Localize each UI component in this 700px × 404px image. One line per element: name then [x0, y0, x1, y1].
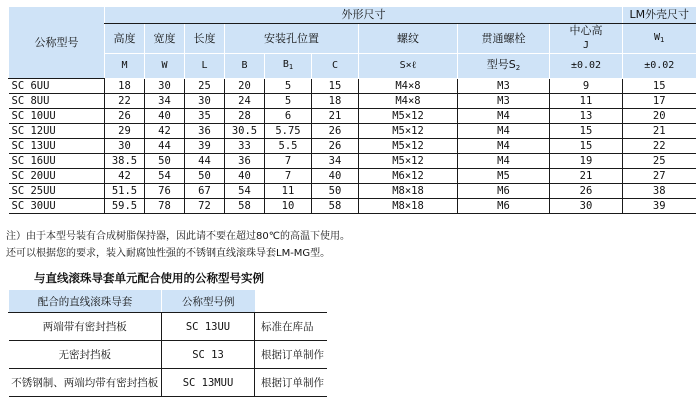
row-cell: M4 — [458, 154, 550, 169]
row-cell: 24 — [225, 94, 265, 109]
row-cell: M4×8 — [359, 94, 458, 109]
row-model: SC 12UU — [9, 124, 105, 139]
row-cell: 5.75 — [265, 124, 312, 139]
row-cell: M8×18 — [359, 184, 458, 199]
row-cell: 5 — [265, 79, 312, 94]
row-cell: 50 — [312, 184, 359, 199]
row-cell: 21 — [550, 169, 623, 184]
row-cell: 50 — [145, 154, 185, 169]
row-cell: 36 — [185, 124, 225, 139]
header-width-symbol: W — [145, 54, 185, 79]
row-cell: 72 — [185, 199, 225, 214]
row-cell: 25 — [623, 154, 696, 169]
row-cell: 40 — [312, 169, 359, 184]
header-center-height: 中心高 J — [550, 24, 623, 54]
note-line-1: 注）由于本型号装有合成树脂保持器，因此请不要在超过80℃的高温下使用。 — [6, 231, 350, 242]
table-row — [9, 199, 696, 214]
row-cell: 36 — [225, 154, 265, 169]
row-cell: 30 — [185, 94, 225, 109]
example-remark: 根据订单制作 — [255, 341, 327, 369]
row-cell: 26 — [312, 124, 359, 139]
row-cell: 11 — [550, 94, 623, 109]
row-cell: 42 — [105, 169, 145, 184]
example-row — [9, 313, 327, 341]
row-cell: 54 — [145, 169, 185, 184]
row-cell: 18 — [312, 94, 359, 109]
row-cell: 44 — [185, 154, 225, 169]
notes — [6, 228, 350, 262]
header-length: 长度 — [185, 24, 225, 54]
header-mounting-holes: 安装孔位置 — [225, 24, 359, 54]
example-row — [9, 341, 327, 369]
example-model: SC 13 — [162, 341, 255, 369]
header-w1: $W_1$ — [623, 24, 696, 54]
row-cell: 27 — [623, 169, 696, 184]
row-model: SC 10UU — [9, 109, 105, 124]
row-cell: 44 — [145, 139, 185, 154]
row-cell: 58 — [312, 199, 359, 214]
example-table — [8, 290, 327, 397]
table-row — [9, 169, 696, 184]
row-cell: 10 — [265, 199, 312, 214]
row-cell: 39 — [185, 139, 225, 154]
row-cell: 26 — [105, 109, 145, 124]
table-row — [9, 109, 696, 124]
row-model: SC 16UU — [9, 154, 105, 169]
row-cell: 15 — [550, 124, 623, 139]
row-cell: 25 — [185, 79, 225, 94]
row-cell: 34 — [312, 154, 359, 169]
row-model: SC 30UU — [9, 199, 105, 214]
row-cell: 54 — [225, 184, 265, 199]
row-cell: 26 — [550, 184, 623, 199]
row-cell: 15 — [623, 79, 696, 94]
row-cell: M5×12 — [359, 124, 458, 139]
row-cell: 21 — [312, 109, 359, 124]
row-cell: M4 — [458, 109, 550, 124]
row-cell: 20 — [225, 79, 265, 94]
row-model: SC 13UU — [9, 139, 105, 154]
row-cell: 67 — [185, 184, 225, 199]
table-row — [9, 139, 696, 154]
row-cell: 78 — [145, 199, 185, 214]
table-row — [9, 154, 696, 169]
row-cell: 7 — [265, 169, 312, 184]
header-c: C — [312, 54, 359, 79]
row-cell: 7 — [265, 154, 312, 169]
row-model: SC 8UU — [9, 94, 105, 109]
example-row — [9, 369, 327, 397]
example-remark: 根据订单制作 — [255, 369, 327, 397]
row-cell: M4 — [458, 124, 550, 139]
row-cell: 59.5 — [105, 199, 145, 214]
row-cell: 22 — [623, 139, 696, 154]
row-cell: 58 — [225, 199, 265, 214]
example-header-blank — [255, 290, 327, 313]
example-bushing: 两端带有密封挡板 — [9, 313, 162, 341]
row-cell: 34 — [145, 94, 185, 109]
table-row — [9, 79, 696, 94]
example-remark: 标准在库品 — [255, 313, 327, 341]
header-center-tolerance: ±0.02 — [550, 54, 623, 79]
row-model: SC 6UU — [9, 79, 105, 94]
row-cell: 35 — [185, 109, 225, 124]
row-model: SC 20UU — [9, 169, 105, 184]
row-cell: 13 — [550, 109, 623, 124]
example-model: SC 13MUU — [162, 369, 255, 397]
header-thread-symbol: S×ℓ — [359, 54, 458, 79]
row-cell: 22 — [105, 94, 145, 109]
row-cell: 9 — [550, 79, 623, 94]
row-cell: 38 — [623, 184, 696, 199]
header-height-symbol: M — [105, 54, 145, 79]
header-height: 高度 — [105, 24, 145, 54]
row-cell: 51.5 — [105, 184, 145, 199]
row-cell: M8×18 — [359, 199, 458, 214]
note-line-2: 还可以根据您的要求，装入耐腐蚀性强的不锈钢直线滚珠导套LM-MG型。 — [6, 248, 331, 259]
row-cell: M6 — [458, 184, 550, 199]
example-header-model: 公称型号例 — [162, 290, 255, 313]
header-w1-tolerance: ±0.02 — [623, 54, 696, 79]
row-cell: 20 — [623, 109, 696, 124]
row-cell: 29 — [105, 124, 145, 139]
row-cell: 30.5 — [225, 124, 265, 139]
row-cell: 21 — [623, 124, 696, 139]
row-cell: 76 — [145, 184, 185, 199]
example-bushing: 无密封挡板 — [9, 341, 162, 369]
row-cell: 26 — [312, 139, 359, 154]
row-cell: 28 — [225, 109, 265, 124]
row-cell: 39 — [623, 199, 696, 214]
row-cell: 17 — [623, 94, 696, 109]
row-cell: 5.5 — [265, 139, 312, 154]
row-cell: M5×12 — [359, 139, 458, 154]
header-b1: $B_1$ — [265, 54, 312, 79]
row-cell: M3 — [458, 94, 550, 109]
row-cell: M6×12 — [359, 169, 458, 184]
table-row — [9, 94, 696, 109]
example-model: SC 13UU — [162, 313, 255, 341]
row-cell: 30 — [145, 79, 185, 94]
row-cell: 11 — [265, 184, 312, 199]
example-bushing: 不锈钢制、两端均带有密封挡板 — [9, 369, 162, 397]
header-model: 公称型号 — [9, 7, 105, 79]
row-cell: M6 — [458, 199, 550, 214]
table-row — [9, 124, 696, 139]
header-through-bolt: 贯通螺栓 — [458, 24, 550, 54]
row-cell: 6 — [265, 109, 312, 124]
example-title: 与直线滚珠导套单元配合使用的公称型号实例 — [34, 271, 264, 285]
row-cell: 42 — [145, 124, 185, 139]
row-cell: M5×12 — [359, 109, 458, 124]
row-cell: 18 — [105, 79, 145, 94]
header-bolt-symbol: 型号$S_2$ — [458, 54, 550, 79]
header-length-symbol: L — [185, 54, 225, 79]
header-thread: 螺纹 — [359, 24, 458, 54]
row-cell: 15 — [550, 139, 623, 154]
example-header-bushing: 配合的直线滚珠导套 — [9, 290, 162, 313]
row-cell: 19 — [550, 154, 623, 169]
row-cell: M5 — [458, 169, 550, 184]
header-b: B — [225, 54, 265, 79]
row-cell: M3 — [458, 79, 550, 94]
dimension-table — [8, 7, 696, 214]
header-width: 宽度 — [145, 24, 185, 54]
row-cell: 40 — [225, 169, 265, 184]
row-cell: M4 — [458, 139, 550, 154]
row-cell: 50 — [185, 169, 225, 184]
header-outer-dimensions: 外形尺寸 — [105, 7, 623, 24]
table-row — [9, 184, 696, 199]
row-model: SC 25UU — [9, 184, 105, 199]
row-cell: 30 — [105, 139, 145, 154]
row-cell: 5 — [265, 94, 312, 109]
row-cell: 40 — [145, 109, 185, 124]
row-cell: 33 — [225, 139, 265, 154]
row-cell: 38.5 — [105, 154, 145, 169]
header-lm-housing: LM外壳尺寸 — [623, 7, 696, 24]
row-cell: 30 — [550, 199, 623, 214]
row-cell: M4×8 — [359, 79, 458, 94]
row-cell: M5×12 — [359, 154, 458, 169]
row-cell: 15 — [312, 79, 359, 94]
